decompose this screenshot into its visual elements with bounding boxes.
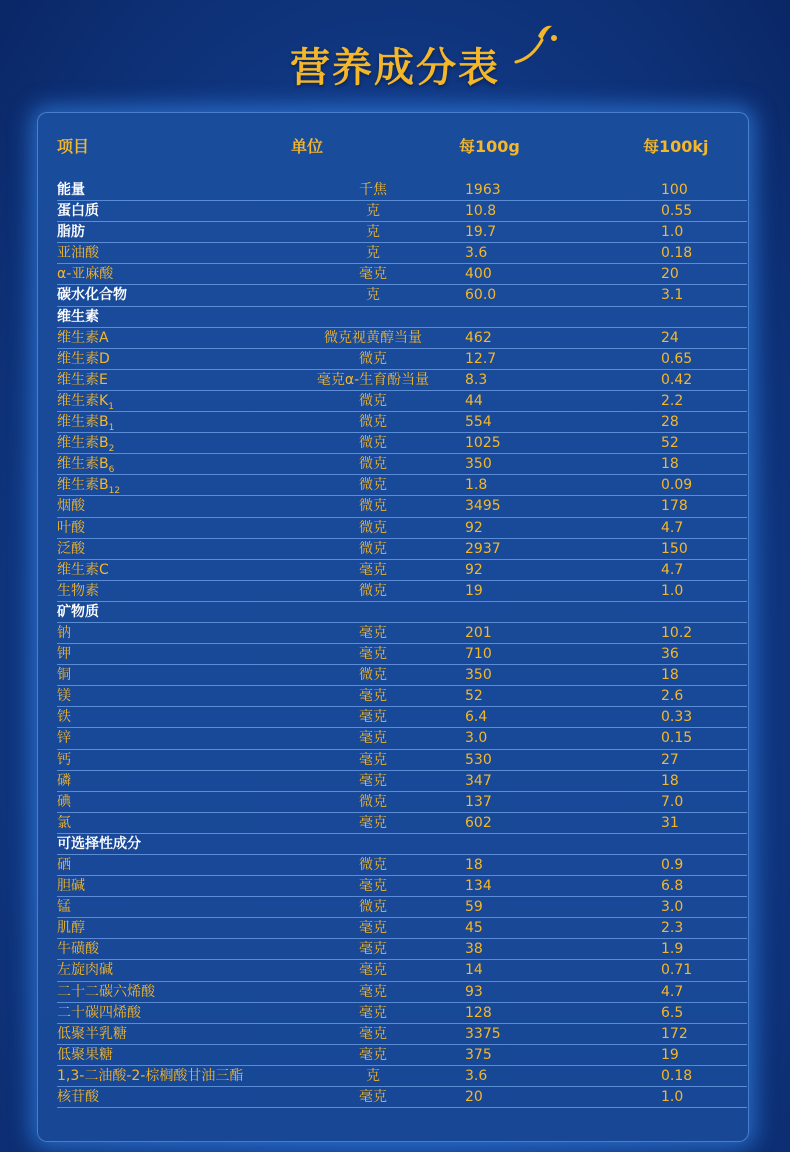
row-unit: 毫克 bbox=[359, 561, 387, 578]
row-per100g: 134 bbox=[465, 878, 492, 895]
row-unit: 微克 bbox=[359, 414, 387, 431]
row-unit: 毫克 bbox=[359, 1025, 387, 1042]
row-per100g: 400 bbox=[465, 266, 492, 283]
row-per100kj: 172 bbox=[661, 1025, 688, 1042]
row-unit: 微克 bbox=[359, 540, 387, 557]
row-per100g: 6.4 bbox=[465, 709, 488, 726]
row-per100kj: 0.15 bbox=[661, 730, 693, 747]
row-name: 低聚半乳糖 bbox=[57, 1025, 127, 1042]
row-per100g: 710 bbox=[465, 646, 492, 663]
subscript: 12 bbox=[108, 486, 121, 497]
row-per100kj: 0.18 bbox=[661, 1067, 693, 1084]
table-row bbox=[57, 728, 747, 749]
row-per100g: 375 bbox=[465, 1046, 492, 1063]
table-row bbox=[57, 707, 747, 728]
row-name: 烟酸 bbox=[57, 498, 85, 515]
row-name: 1,3-二油酸-2-棕榈酸甘油三酯 bbox=[57, 1067, 244, 1084]
row-unit: 微克 bbox=[359, 519, 387, 536]
row-per100kj: 0.65 bbox=[661, 350, 693, 367]
row-unit: 克 bbox=[366, 245, 380, 262]
table-row bbox=[57, 391, 747, 412]
row-per100kj: 0.42 bbox=[661, 371, 693, 388]
table-row bbox=[57, 328, 747, 349]
row-name: 锰 bbox=[57, 899, 71, 916]
table-row bbox=[57, 433, 747, 454]
table-row bbox=[57, 539, 747, 560]
row-per100kj: 1.0 bbox=[661, 582, 684, 599]
row-per100kj: 0.33 bbox=[661, 709, 693, 726]
row-name: 碳水化合物 bbox=[57, 287, 127, 304]
row-name: 可选择性成分 bbox=[57, 835, 141, 852]
row-unit: 微克 bbox=[359, 667, 387, 684]
table-row bbox=[57, 264, 747, 285]
row-unit: 毫克 bbox=[359, 1089, 387, 1106]
row-per100kj: 1.0 bbox=[661, 224, 684, 241]
row-per100g: 14 bbox=[465, 962, 483, 979]
row-name: 钠 bbox=[57, 624, 71, 641]
row-name: 磷 bbox=[57, 772, 71, 789]
table-row bbox=[57, 518, 747, 539]
row-unit: 毫克 bbox=[359, 772, 387, 789]
row-per100kj: 36 bbox=[661, 646, 679, 663]
row-per100kj: 4.7 bbox=[661, 983, 684, 1000]
table-row bbox=[57, 349, 747, 370]
row-per100kj: 28 bbox=[661, 414, 679, 431]
row-per100kj: 20 bbox=[661, 266, 679, 283]
table-row bbox=[57, 897, 747, 918]
row-name: 维生素D bbox=[57, 350, 110, 367]
row-per100kj: 31 bbox=[661, 814, 679, 831]
subscript: 2 bbox=[108, 443, 115, 454]
row-name: 二十二碳六烯酸 bbox=[57, 983, 155, 1000]
table-row bbox=[57, 475, 747, 496]
row-per100g: 137 bbox=[465, 793, 492, 810]
table-row bbox=[57, 222, 747, 243]
row-per100g: 92 bbox=[465, 519, 483, 536]
row-name: 矿物质 bbox=[57, 603, 99, 620]
row-per100g: 2937 bbox=[465, 540, 501, 557]
row-unit: 千焦 bbox=[359, 182, 387, 198]
table-row bbox=[57, 1024, 747, 1045]
row-unit: 毫克α-生育酚当量 bbox=[316, 371, 430, 388]
table-row bbox=[57, 307, 747, 328]
row-unit: 毫克 bbox=[359, 646, 387, 663]
row-per100g: 10.8 bbox=[465, 203, 497, 220]
table-row bbox=[57, 201, 747, 222]
row-name: 钙 bbox=[57, 751, 71, 768]
row-unit: 毫克 bbox=[359, 1004, 387, 1021]
row-name: 维生素E bbox=[57, 371, 108, 388]
row-name: 铁 bbox=[57, 709, 71, 726]
table-row bbox=[57, 623, 747, 644]
row-unit: 毫克 bbox=[359, 814, 387, 831]
table-row bbox=[57, 412, 747, 433]
row-unit: 毫克 bbox=[359, 941, 387, 958]
row-unit: 毫克 bbox=[359, 624, 387, 641]
subscript: 6 bbox=[108, 465, 115, 476]
table-row bbox=[57, 792, 747, 813]
row-per100kj: 0.71 bbox=[661, 962, 693, 979]
row-unit: 毫克 bbox=[359, 962, 387, 979]
table-row bbox=[57, 370, 747, 391]
row-per100kj: 19 bbox=[661, 1046, 679, 1063]
row-per100g: 60.0 bbox=[465, 287, 497, 304]
row-unit: 微克 bbox=[359, 857, 387, 873]
header-item: 项目 bbox=[57, 137, 90, 156]
row-per100g: 3.0 bbox=[465, 730, 488, 747]
row-name: 能量 bbox=[57, 182, 85, 198]
row-unit: 微克视黄醇当量 bbox=[324, 329, 422, 346]
row-per100g: 554 bbox=[465, 414, 492, 431]
row-unit: 微克 bbox=[359, 350, 387, 367]
row-unit: 微克 bbox=[359, 392, 387, 409]
row-per100kj: 3.0 bbox=[661, 899, 684, 916]
table-body bbox=[57, 180, 747, 1108]
row-per100kj: 18 bbox=[661, 772, 679, 789]
row-unit: 克 bbox=[366, 224, 380, 241]
row-name: 低聚果糖 bbox=[57, 1046, 113, 1063]
table-row bbox=[57, 960, 747, 981]
row-name: 碘 bbox=[57, 793, 71, 810]
row-unit: 毫克 bbox=[359, 266, 387, 283]
row-per100g: 19 bbox=[465, 582, 483, 599]
table-row bbox=[57, 644, 747, 665]
row-name: 脂肪 bbox=[57, 224, 85, 241]
row-unit: 克 bbox=[366, 287, 380, 304]
row-name: 牛磺酸 bbox=[57, 941, 99, 958]
row-name: 氯 bbox=[57, 814, 71, 831]
table-row bbox=[57, 1066, 747, 1087]
row-per100g: 350 bbox=[465, 456, 492, 473]
row-per100g: 1025 bbox=[465, 435, 501, 452]
row-name: 铜 bbox=[57, 667, 71, 684]
table-row bbox=[57, 243, 747, 264]
row-per100g: 38 bbox=[465, 941, 483, 958]
row-per100g: 350 bbox=[465, 667, 492, 684]
row-per100kj: 4.7 bbox=[661, 561, 684, 578]
row-name: 锌 bbox=[57, 730, 71, 747]
row-name: 维生素$B_1$ bbox=[57, 414, 115, 433]
row-per100g: 92 bbox=[465, 561, 483, 578]
row-unit: 克 bbox=[366, 1067, 380, 1084]
row-per100g: 347 bbox=[465, 772, 492, 789]
row-name: 维生素$B_{12}$ bbox=[57, 477, 121, 497]
row-unit: 微克 bbox=[359, 498, 387, 515]
row-per100g: 52 bbox=[465, 688, 483, 705]
row-per100kj: 0.18 bbox=[661, 245, 693, 262]
row-per100kj: 0.09 bbox=[661, 477, 693, 494]
row-per100g: 45 bbox=[465, 920, 483, 937]
table-row bbox=[57, 686, 747, 707]
row-per100kj: 6.5 bbox=[661, 1004, 684, 1021]
row-name: 维生素$K_1$ bbox=[57, 392, 114, 412]
row-unit: 毫克 bbox=[359, 983, 387, 1000]
row-per100g: 462 bbox=[465, 329, 492, 346]
row-name: 泛酸 bbox=[57, 540, 85, 557]
table-row bbox=[57, 1087, 747, 1108]
row-per100kj: 0.9 bbox=[661, 857, 684, 873]
row-per100kj: 18 bbox=[661, 667, 679, 684]
row-unit: 微克 bbox=[359, 582, 387, 599]
row-per100g: 1963 bbox=[465, 182, 501, 198]
row-per100kj: 24 bbox=[661, 329, 679, 346]
row-per100g: 3375 bbox=[465, 1025, 501, 1042]
table-row bbox=[57, 665, 747, 686]
row-name: 维生素$B_2$ bbox=[57, 435, 115, 454]
row-per100g: 530 bbox=[465, 751, 492, 768]
row-unit: 微克 bbox=[359, 435, 387, 452]
header-per100g: 每100g bbox=[459, 137, 520, 156]
table-row bbox=[57, 454, 747, 475]
row-per100kj: 10.2 bbox=[661, 624, 693, 641]
row-per100g: 20 bbox=[465, 1089, 483, 1106]
row-per100kj: 4.7 bbox=[661, 519, 684, 536]
row-unit: 毫克 bbox=[359, 730, 387, 747]
row-per100kj: 150 bbox=[661, 540, 688, 557]
row-per100kj: 52 bbox=[661, 435, 679, 452]
row-name: 蛋白质 bbox=[57, 203, 99, 220]
row-name: 生物素 bbox=[57, 582, 99, 599]
table-row bbox=[57, 496, 747, 517]
row-unit: 毫克 bbox=[359, 688, 387, 705]
row-name: 硒 bbox=[57, 857, 71, 873]
row-name: 胆碱 bbox=[57, 878, 85, 895]
table-header bbox=[37, 112, 749, 176]
row-per100kj: 2.6 bbox=[661, 688, 684, 705]
row-unit: 毫克 bbox=[359, 709, 387, 726]
table-row bbox=[57, 581, 747, 602]
title-area bbox=[0, 36, 790, 93]
row-per100kj: 2.2 bbox=[661, 392, 684, 409]
nutrition-table bbox=[37, 112, 749, 1142]
row-per100g: 3.6 bbox=[465, 245, 488, 262]
row-per100g: 3495 bbox=[465, 498, 501, 515]
table-row bbox=[57, 560, 747, 581]
row-name: 二十碳四烯酸 bbox=[57, 1004, 141, 1021]
row-per100g: 18 bbox=[465, 857, 483, 873]
header-per100kj: 每100kj bbox=[643, 137, 709, 156]
row-per100kj: 3.1 bbox=[661, 287, 684, 304]
subscript: 1 bbox=[108, 401, 114, 412]
row-name: 维生素 bbox=[57, 308, 99, 325]
table-row bbox=[57, 834, 747, 855]
row-per100g: 59 bbox=[465, 899, 483, 916]
row-unit: 微克 bbox=[359, 477, 387, 494]
row-per100kj: 7.0 bbox=[661, 793, 684, 810]
table-row bbox=[57, 813, 747, 834]
row-per100kj: 6.8 bbox=[661, 878, 684, 895]
row-name: 肌醇 bbox=[57, 920, 85, 937]
row-unit: 毫克 bbox=[359, 1046, 387, 1063]
row-per100kj: 100 bbox=[661, 182, 688, 198]
splash-icon bbox=[512, 18, 562, 68]
row-per100g: 201 bbox=[465, 624, 492, 641]
header-unit: 单位 bbox=[291, 137, 324, 156]
row-per100kj: 18 bbox=[661, 456, 679, 473]
row-name: 核苷酸 bbox=[57, 1089, 99, 1106]
subscript: 1 bbox=[108, 422, 115, 433]
row-per100g: 128 bbox=[465, 1004, 492, 1021]
table-row bbox=[57, 1003, 747, 1024]
table-row bbox=[57, 602, 747, 623]
row-per100g: 93 bbox=[465, 983, 483, 1000]
row-per100kj: 27 bbox=[661, 751, 679, 768]
table-row bbox=[57, 771, 747, 792]
row-name: 左旋肉碱 bbox=[57, 962, 113, 979]
row-name: 维生素$B_6$ bbox=[57, 456, 115, 476]
row-unit: 微克 bbox=[359, 899, 387, 916]
table-row bbox=[57, 285, 747, 306]
row-unit: 毫克 bbox=[359, 878, 387, 895]
row-per100kj: 1.9 bbox=[661, 941, 684, 958]
row-per100g: 19.7 bbox=[465, 224, 497, 241]
row-name: 亚油酸 bbox=[57, 245, 99, 262]
row-unit: 克 bbox=[366, 203, 380, 220]
row-name: 镁 bbox=[57, 688, 71, 705]
table-row bbox=[57, 1045, 747, 1066]
row-per100g: 3.6 bbox=[465, 1067, 488, 1084]
row-name: 叶酸 bbox=[57, 519, 85, 536]
row-per100g: 8.3 bbox=[465, 371, 488, 388]
row-name: 维生素C bbox=[57, 561, 109, 578]
row-per100kj: 2.3 bbox=[661, 920, 684, 937]
row-per100kj: 178 bbox=[661, 498, 688, 515]
row-unit: 毫克 bbox=[359, 920, 387, 937]
table-row bbox=[57, 750, 747, 771]
row-name: 维生素A bbox=[57, 329, 109, 346]
page-title: 营养成分表 bbox=[290, 45, 500, 91]
row-unit: 毫克 bbox=[359, 751, 387, 768]
row-per100g: 44 bbox=[465, 392, 483, 409]
table-row bbox=[57, 939, 747, 960]
row-per100kj: 1.0 bbox=[661, 1089, 684, 1106]
row-per100g: 1.8 bbox=[465, 477, 488, 494]
row-name: 钾 bbox=[57, 646, 71, 663]
table-row bbox=[57, 982, 747, 1003]
row-name: α-亚麻酸 bbox=[57, 266, 114, 283]
row-per100kj: 0.55 bbox=[661, 203, 693, 220]
row-unit: 微克 bbox=[359, 456, 387, 473]
row-unit: 微克 bbox=[359, 793, 387, 810]
table-row bbox=[57, 876, 747, 897]
table-row bbox=[57, 855, 747, 876]
table-row bbox=[57, 918, 747, 939]
row-per100g: 12.7 bbox=[465, 350, 497, 367]
table-row bbox=[57, 180, 747, 201]
row-per100g: 602 bbox=[465, 814, 492, 831]
